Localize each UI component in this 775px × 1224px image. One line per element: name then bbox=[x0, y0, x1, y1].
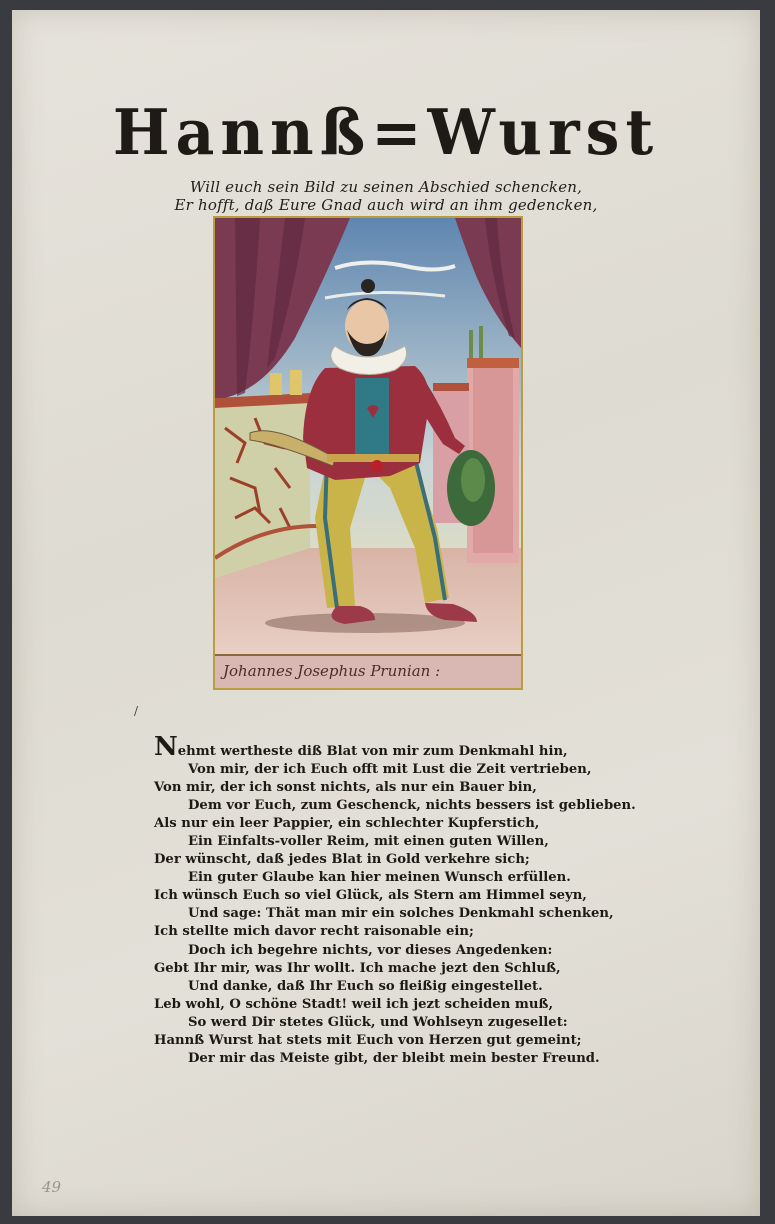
poem-line: Nehmt wertheste diß Blat von mir zum Denkmahl hin, bbox=[154, 732, 568, 762]
poem-line: Und danke, daß Ihr Euch so fleißig eingestellet. bbox=[188, 978, 543, 994]
plate-caption: Johannes Josephus Prunian : bbox=[223, 662, 441, 680]
poem-line: Und sage: Thät man mir ein solches Denkmahl schenken, bbox=[188, 906, 614, 922]
engraving-plate bbox=[213, 216, 523, 690]
poem-line: Doch ich begehre nichts, vor dieses Angedenken: bbox=[188, 942, 553, 958]
poem-line: Ich stellte mich davor recht raisonable ein; bbox=[154, 924, 474, 940]
broadsheet-page bbox=[12, 10, 760, 1216]
poem-line: Der wünscht, daß jedes Blat in Gold verkehre sich; bbox=[154, 852, 530, 868]
subtitle-line-1: Will euch sein Bild zu seinen Abschied schencken, bbox=[189, 178, 583, 196]
ink-mark: / bbox=[134, 704, 139, 718]
page-number: 49 bbox=[42, 1178, 62, 1196]
page-title: Hannß=Wurst bbox=[112, 96, 660, 170]
subtitle-line-2: Er hofft, daß Eure Gnad auch wird an ihm gedencken, bbox=[174, 196, 598, 214]
poem-line: Hannß Wurst hat stets mit Euch von Herzen gut gemeint; bbox=[154, 1032, 582, 1048]
poem-line: Ein guter Glaube kan hier meinen Wunsch erfüllen. bbox=[188, 870, 571, 886]
poem-line: Ich wünsch Euch so viel Glück, als Stern am Himmel seyn, bbox=[154, 888, 587, 904]
poem-line: Dem vor Euch, zum Geschenck, nichts bessers ist geblieben. bbox=[188, 798, 636, 814]
plate-caption-bar bbox=[215, 654, 521, 688]
poem-line: Von mir, der ich Euch offt mit Lust die Zeit vertrieben, bbox=[188, 762, 592, 778]
poem-line: So werd Dir stetes Glück, und Wohlseyn zugesellet: bbox=[188, 1014, 568, 1030]
poem-line: Gebt Ihr mir, was Ihr wollt. Ich mache jezt den Schluß, bbox=[154, 960, 561, 976]
poem-line: Als nur ein leer Pappier, ein schlechter Kupferstich, bbox=[154, 816, 540, 832]
poem-line: Der mir das Meiste gibt, der bleibt mein bester Freund. bbox=[188, 1050, 600, 1066]
poem-line: Von mir, der ich sonst nichts, als nur ein Bauer bin, bbox=[154, 780, 537, 796]
poem-line: Leb wohl, O schöne Stadt! weil ich jezt scheiden muß, bbox=[154, 996, 554, 1012]
hanswurst-illustration bbox=[215, 218, 521, 656]
poem-text bbox=[154, 732, 636, 1068]
poem-line: Ein Einfalts-voller Reim, mit einen guten Willen, bbox=[188, 834, 549, 850]
